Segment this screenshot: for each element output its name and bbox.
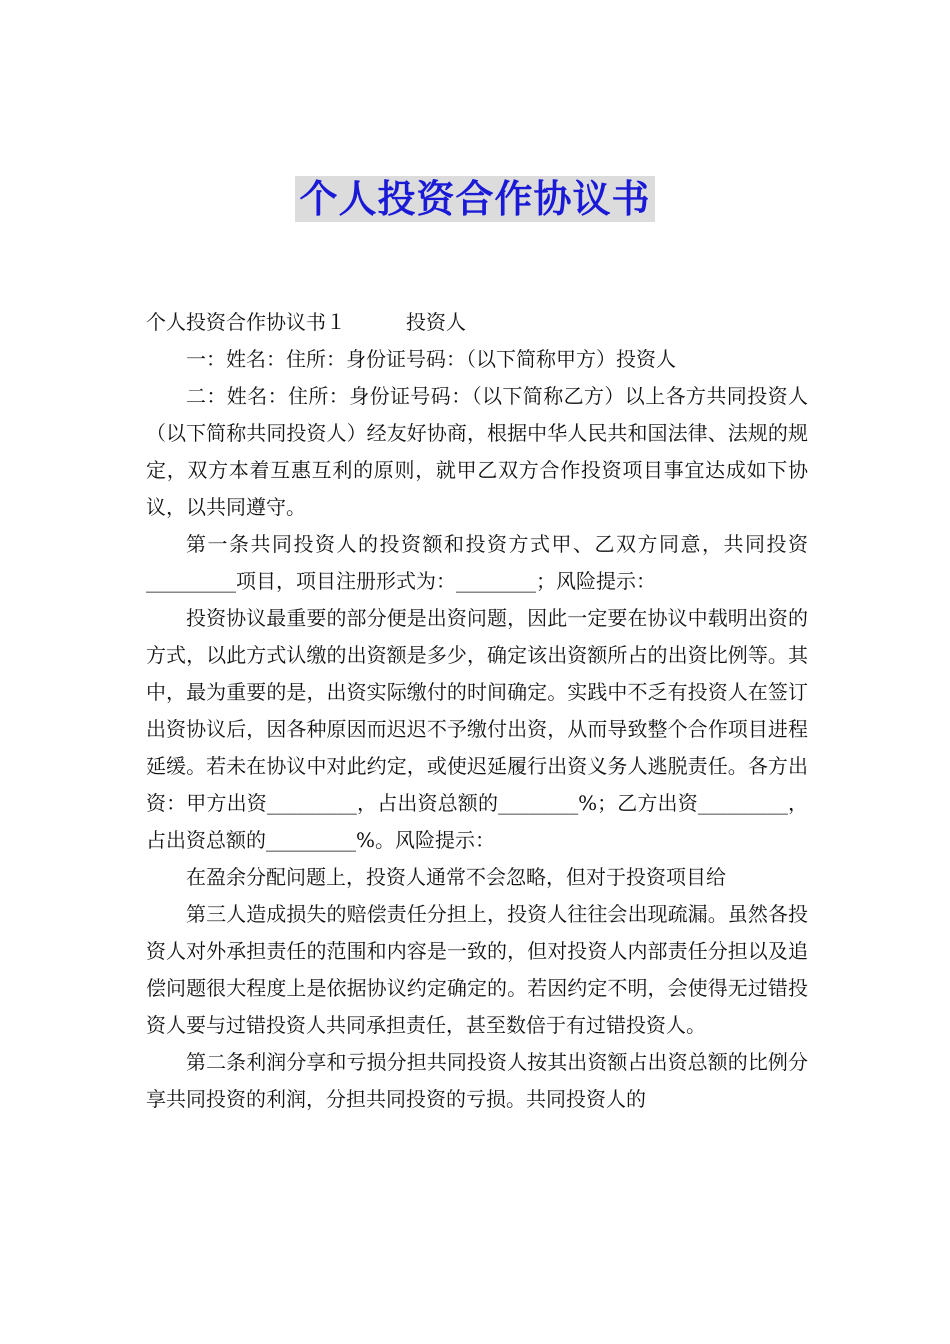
paragraph: 投资协议最重要的部分便是出资问题，因此一定要在协议中载明出资的方式，以此方式认缴的出资额是多少，确定该出资额所占的出资比例等。其中，最为重要的是，出资实际缴付的时间确定。实践中不乏有投资人在签订出资协议后，因各种原因而迟迟不予缴付出资，从而导致整个合作项目进程延缓。若未在协议中对此约定，或使迟延履行出资义务人逃脱责任。各方出资：甲方出资_________，占出资总额的________%；乙方出资_________，占出资总额的_________%。风险提示：	[146, 606, 808, 852]
paragraph: 个人投资合作协议书１ 投资人	[146, 310, 466, 334]
paragraph: 一：姓名：住所：身份证号码：（以下简称甲方）投资人	[186, 347, 676, 371]
paragraph: 第一条共同投资人的投资额和投资方式甲、乙双方同意，共同投资_________项目，项目注册形式为：________；风险提示：	[146, 532, 808, 593]
paragraph: 二：姓名：住所：身份证号码：（以下简称乙方）以上各方共同投资人（以下简称共同投资人）经友好协商，根据中华人民共和国法律、法规的规定，双方本着互惠互利的原则，就甲乙双方合作投资项目事宜达成如下协议，以共同遵守。	[146, 384, 808, 519]
paragraph: 第二条利润分享和亏损分担共同投资人按其出资额占出资总额的比例分享共同投资的利润，分担共同投资的亏损。共同投资人的	[146, 1050, 808, 1111]
paragraph: 在盈余分配问题上，投资人通常不会忽略，但对于投资项目给	[186, 865, 726, 889]
document-title: 个人投资合作协议书	[295, 176, 654, 222]
paragraph: 第三人造成损失的赔偿责任分担上，投资人往往会出现疏漏。虽然各投资人对外承担责任的范围和内容是一致的，但对投资人内部责任分担以及追偿问题很大程度上是依据协议约定确定的。若因约定不明，会使得无过错投资人要与过错投资人共同承担责任，甚至数倍于有过错投资人。	[146, 902, 808, 1037]
document-body	[146, 304, 808, 1118]
title-container	[0, 176, 950, 222]
